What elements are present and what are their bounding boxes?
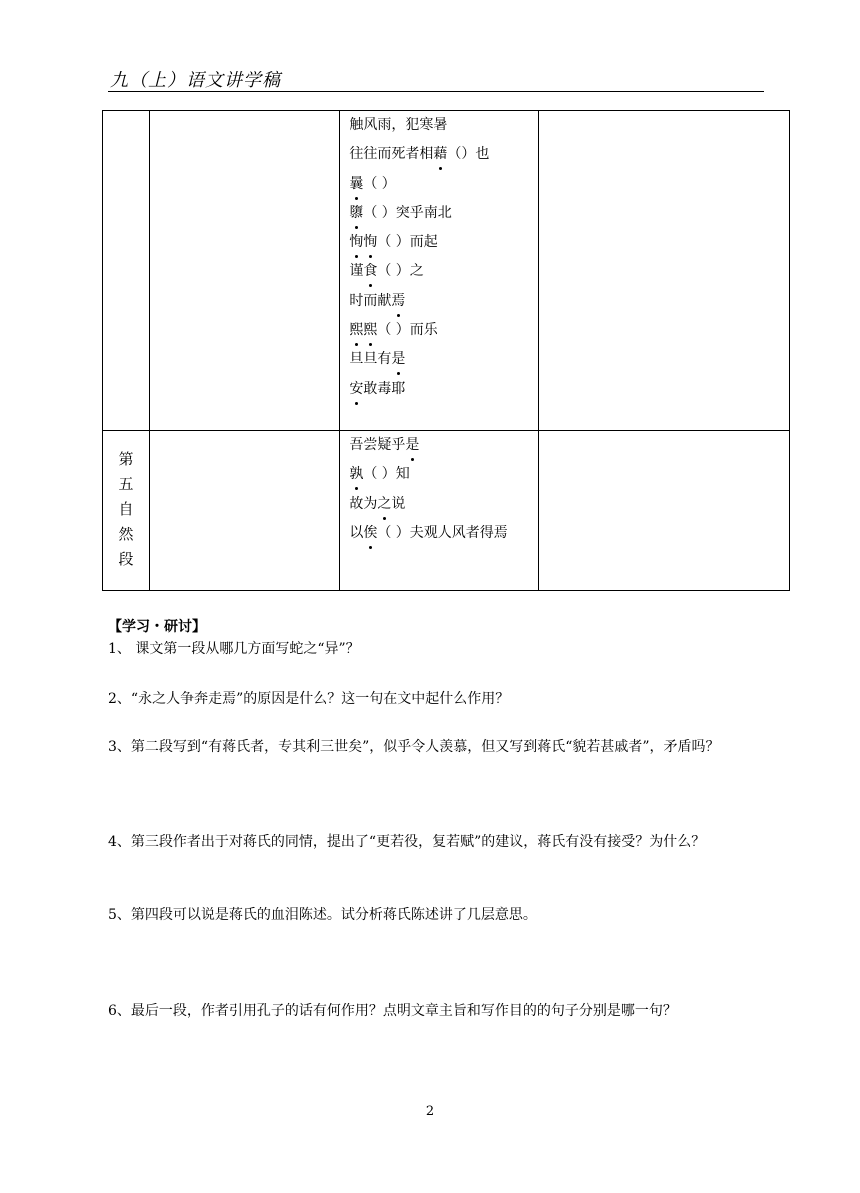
section-title: 【学习・研讨】 [108,619,206,635]
phrase-text: （ ）而乐 [377,322,438,339]
emphasized-word [349,205,363,221]
phrase-line [349,142,537,171]
annotation-table [102,110,790,591]
emphasized-word [349,322,377,338]
emphasis-dot-char: 是 [405,433,419,457]
emphasized-word [349,234,377,250]
emphasis-dot-char: 食 [363,259,377,283]
table-cell-phrases [340,111,538,431]
phrase-text: （）也 [447,146,490,163]
question-4: 4、第三段作者出于对蒋氏的同情，提出了“更若役，复若赋”的建议，蒋氏有没有接受？为什么？ [108,834,706,850]
emphasis-dot-char: 之 [377,492,391,516]
emphasis-dot-char: 隳 [349,201,363,225]
phrase-text: 以 [349,524,364,541]
label-char: 然 [118,525,134,543]
label-char: 段 [118,550,134,568]
emphasis-dot-char: 恂 [363,230,377,254]
phrase-line [349,462,537,491]
phrase-line [349,201,537,230]
phrase-text: （ ）知 [363,466,410,483]
emphasized-word [405,437,419,453]
label-char: 自 [118,500,134,518]
phrase-text: 触风雨，犯寒暑 [349,117,448,133]
phrase-line [349,377,537,406]
question-1: 1、 课文第一段从哪几方面写蛇之“异”？ [108,641,360,657]
table-row [103,111,790,431]
phrase-text: 敢毒耶 [363,380,406,397]
phrase-text: （ ）夫观人风者得焉 [377,524,508,541]
document-header-title: 九（上）语文讲学稿 [110,70,281,91]
header-rule [108,91,764,92]
question-3: 3、第二段写到“有蒋氏者，专其利三世矣”，似乎令人羡慕，但又写到蒋氏“貌若甚戚者”，矛盾吗？ [108,739,720,755]
emphasized-word [349,381,363,397]
emphasized-word [349,176,363,192]
phrase-line [349,433,537,462]
phrase-list [340,111,537,406]
paragraph-label [103,431,149,572]
phrase-text: 吾尝疑乎 [349,437,406,453]
emphasis-dot-char: 孰 [349,462,363,486]
table-cell-phrases [340,431,538,591]
emphasized-word [349,466,363,482]
page-number: 2 [425,1104,435,1119]
emphasized-word [391,351,405,367]
table-cell-empty [150,111,340,431]
emphasis-dot-char: 恂 [349,230,363,254]
phrase-line [349,259,537,288]
phrase-line [349,113,537,142]
question-2: 2、“永之人争奔走焉”的原因是什么？这一句在文中起什么作用？ [108,691,510,707]
phrase-line [349,492,537,521]
emphasized-word [363,525,377,541]
table-cell-answer [538,111,789,431]
emphasis-dot-char: 熙 [363,318,377,342]
phrase-line [349,318,537,347]
phrase-line [349,172,537,201]
phrase-text: （ ） [363,175,396,192]
phrase-text: （ ）而起 [377,234,438,251]
emphasis-dot-char: 熙 [349,318,363,342]
phrase-list [340,431,537,550]
phrase-text: 时而献 [349,292,392,309]
table-cell-answer [538,431,789,591]
emphasis-dot-char: 藉 [433,142,447,166]
phrase-text: 故为 [349,495,378,512]
emphasized-word [433,146,447,162]
phrase-text: 谨 [349,263,364,280]
emphasized-word [363,263,377,279]
question-6: 6、最后一段，作者引用孔子的话有何作用？点明文章主旨和写作目的的句子分别是哪一句？ [108,1003,677,1019]
table-cell-label [103,111,150,431]
phrase-line [349,347,537,376]
emphasis-dot-char: 是 [391,347,405,371]
emphasis-dot-char: 安 [349,377,363,401]
phrase-line [349,521,537,550]
phrase-line [349,230,537,259]
phrase-text: （ ）之 [377,263,424,280]
question-5: 5、第四段可以说是蒋氏的血泪陈述。试分析蒋氏陈述讲了几层意思。 [108,907,537,923]
phrase-line [349,289,537,318]
label-char: 第 [118,450,134,468]
phrase-text: 往往而死者相 [349,146,434,163]
table-cell-empty [150,431,340,591]
phrase-text: 旦旦有 [349,351,392,368]
table-row [103,431,790,591]
emphasis-dot-char: 曩 [349,172,363,196]
emphasized-word [377,496,391,512]
emphasized-word [391,293,405,309]
label-char: 五 [118,475,134,493]
emphasis-dot-char: 焉 [391,289,405,313]
phrase-text: （ ）突乎南北 [363,204,452,221]
table-cell-label [103,431,150,591]
emphasis-dot-char: 俟 [363,521,377,545]
phrase-text: 说 [391,495,406,512]
